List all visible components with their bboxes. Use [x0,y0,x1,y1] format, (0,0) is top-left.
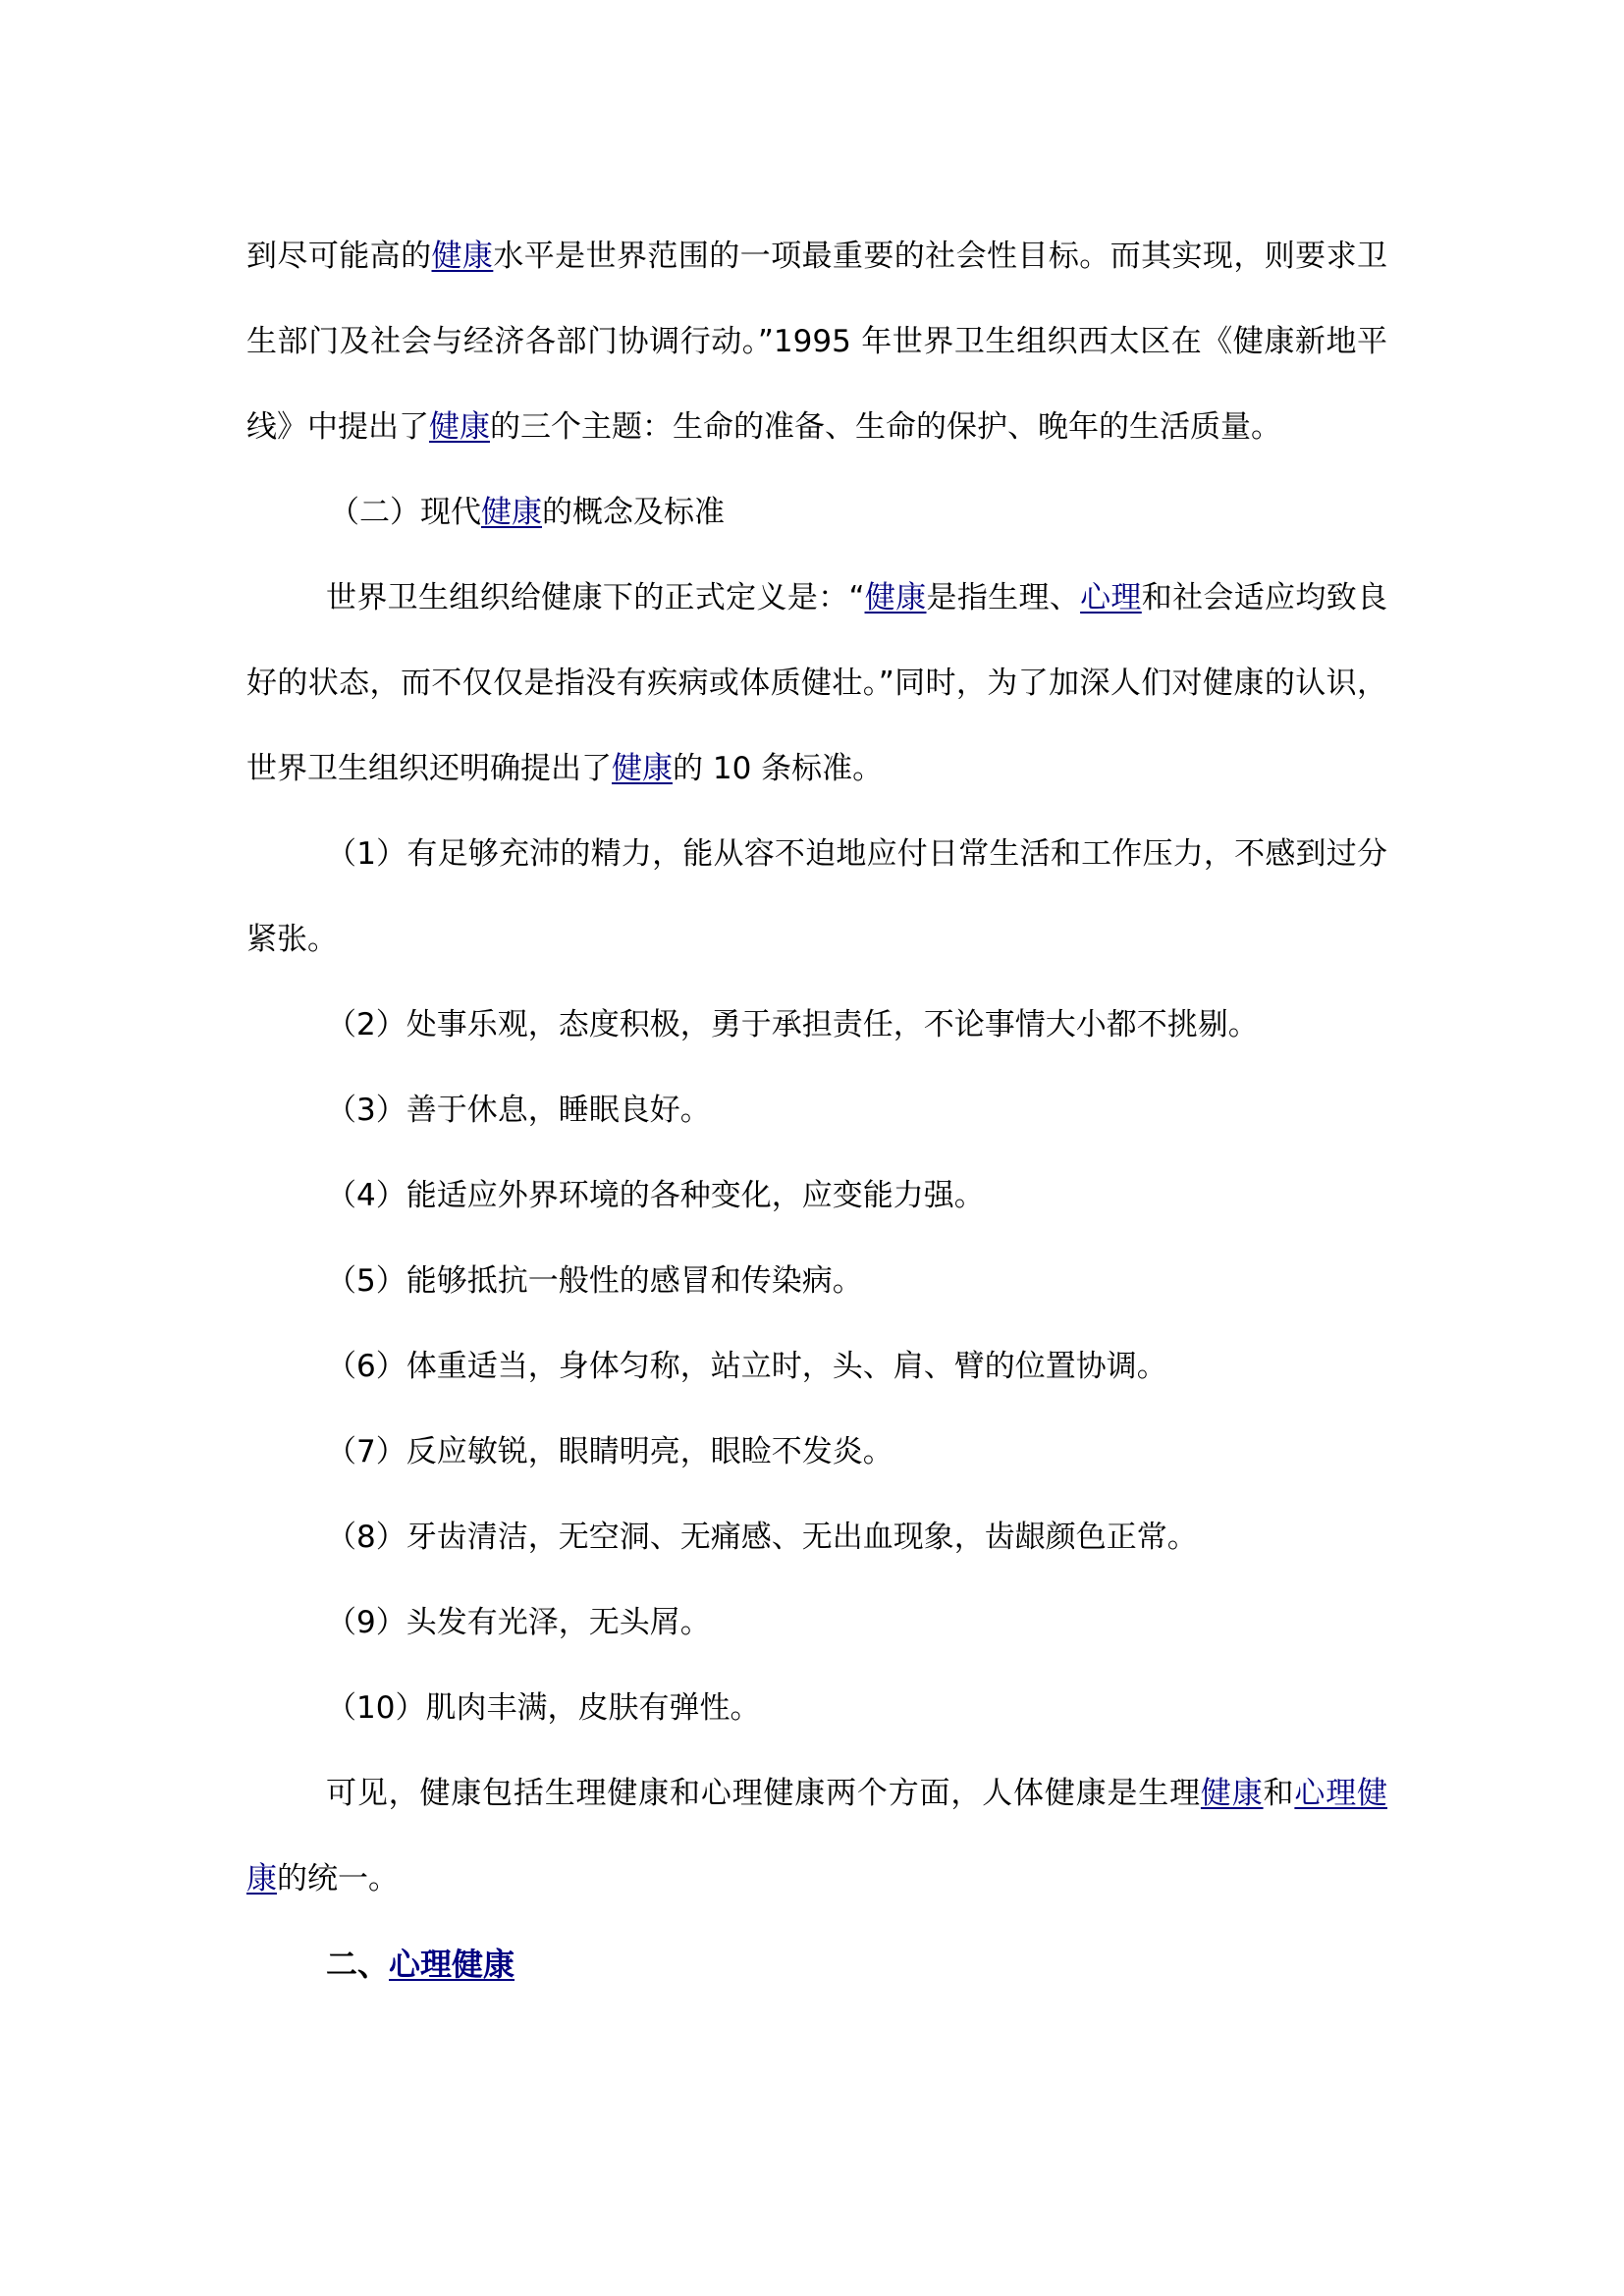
list-item-standard-6: （6）体重适当，身体匀称，站立时，头、肩、臂的位置协调。 [326,1349,1167,1384]
paragraph-who-goal [246,214,1387,470]
list-item-standard-3: （3）善于休息，睡眠良好。 [326,1093,711,1128]
heading-mental-health [246,1922,1387,2007]
text-run: 的概念及标准 [542,495,725,530]
list-item-standard-5: （5）能够抵抗一般性的感冒和传染病。 [326,1263,863,1299]
list-item-standard-8: （8）牙齿清洁，无空洞、无痛感、无出血现象，齿龈颜色正常。 [326,1520,1198,1555]
list-item-standard-1: （1）有足够充沛的精力，能从容不迫地应付日常生活和工作压力，不感到过分紧张。 [246,836,1387,957]
link-health[interactable]: 健康 [431,239,494,274]
text-run: 和社会适应均致良好的状态，而不仅仅是指没有疾病或体质健壮。”同时，为了加深人们对健康的认识，世界卫生组织还明确提出了 [246,580,1388,786]
list-item-standard-10: （10）肌肉丰满，皮肤有弹性。 [326,1690,761,1726]
text-run: 是指生理、 [926,580,1081,615]
link-mental-health[interactable]: 心理健康 [246,1776,1388,1896]
text-run: 和 [1263,1776,1295,1811]
section-title-modern-health [246,470,1387,556]
text-run: 可见，健康包括生理健康和心理健康两个方面，人体健康是生理 [326,1776,1201,1811]
link-health[interactable]: 健康 [429,409,490,445]
text-run: 水平是世界范围的一项最重要的社会性目标。而其实现，则要求卫生部门及社会与经济各部门协调行动。”1995 年世界卫生组织西太区在《健康新地平线》中提出了 [246,239,1388,445]
list-item-standard-7: （7）反应敏锐，眼睛明亮，眼睑不发炎。 [326,1434,893,1469]
text-run: 到尽可能高的 [246,239,432,274]
list-item-standard-2: （2）处事乐观，态度积极，勇于承担责任，不论事情大小都不挑剔。 [326,1007,1259,1042]
link-health[interactable]: 健康 [612,751,673,786]
document-body [246,214,1387,2007]
paragraph-conclusion [246,1751,1387,1922]
link-psychology[interactable]: 心理 [1080,580,1142,615]
list-item-standard-9: （9）头发有光泽，无头屑。 [326,1605,711,1640]
link-health[interactable]: 健康 [864,580,927,615]
link-health[interactable]: 健康 [481,495,542,530]
link-mental-health-heading[interactable]: 心理健康 [389,1946,515,1983]
list-item-standard-4: （4）能适应外界环境的各种变化，应变能力强。 [326,1178,985,1213]
text-run: 世界卫生组织给健康下的正式定义是：“ [326,580,865,615]
paragraph-who-definition [246,556,1387,812]
text-run: 的统一。 [277,1861,399,1896]
heading-prefix: 二、 [326,1946,390,1983]
text-run: 的 10 条标准。 [673,751,884,786]
link-health[interactable]: 健康 [1200,1776,1264,1811]
text-run: 的三个主题：生命的准备、生命的保护、晚年的生活质量。 [490,409,1281,445]
text-run: （二）现代 [329,495,481,530]
